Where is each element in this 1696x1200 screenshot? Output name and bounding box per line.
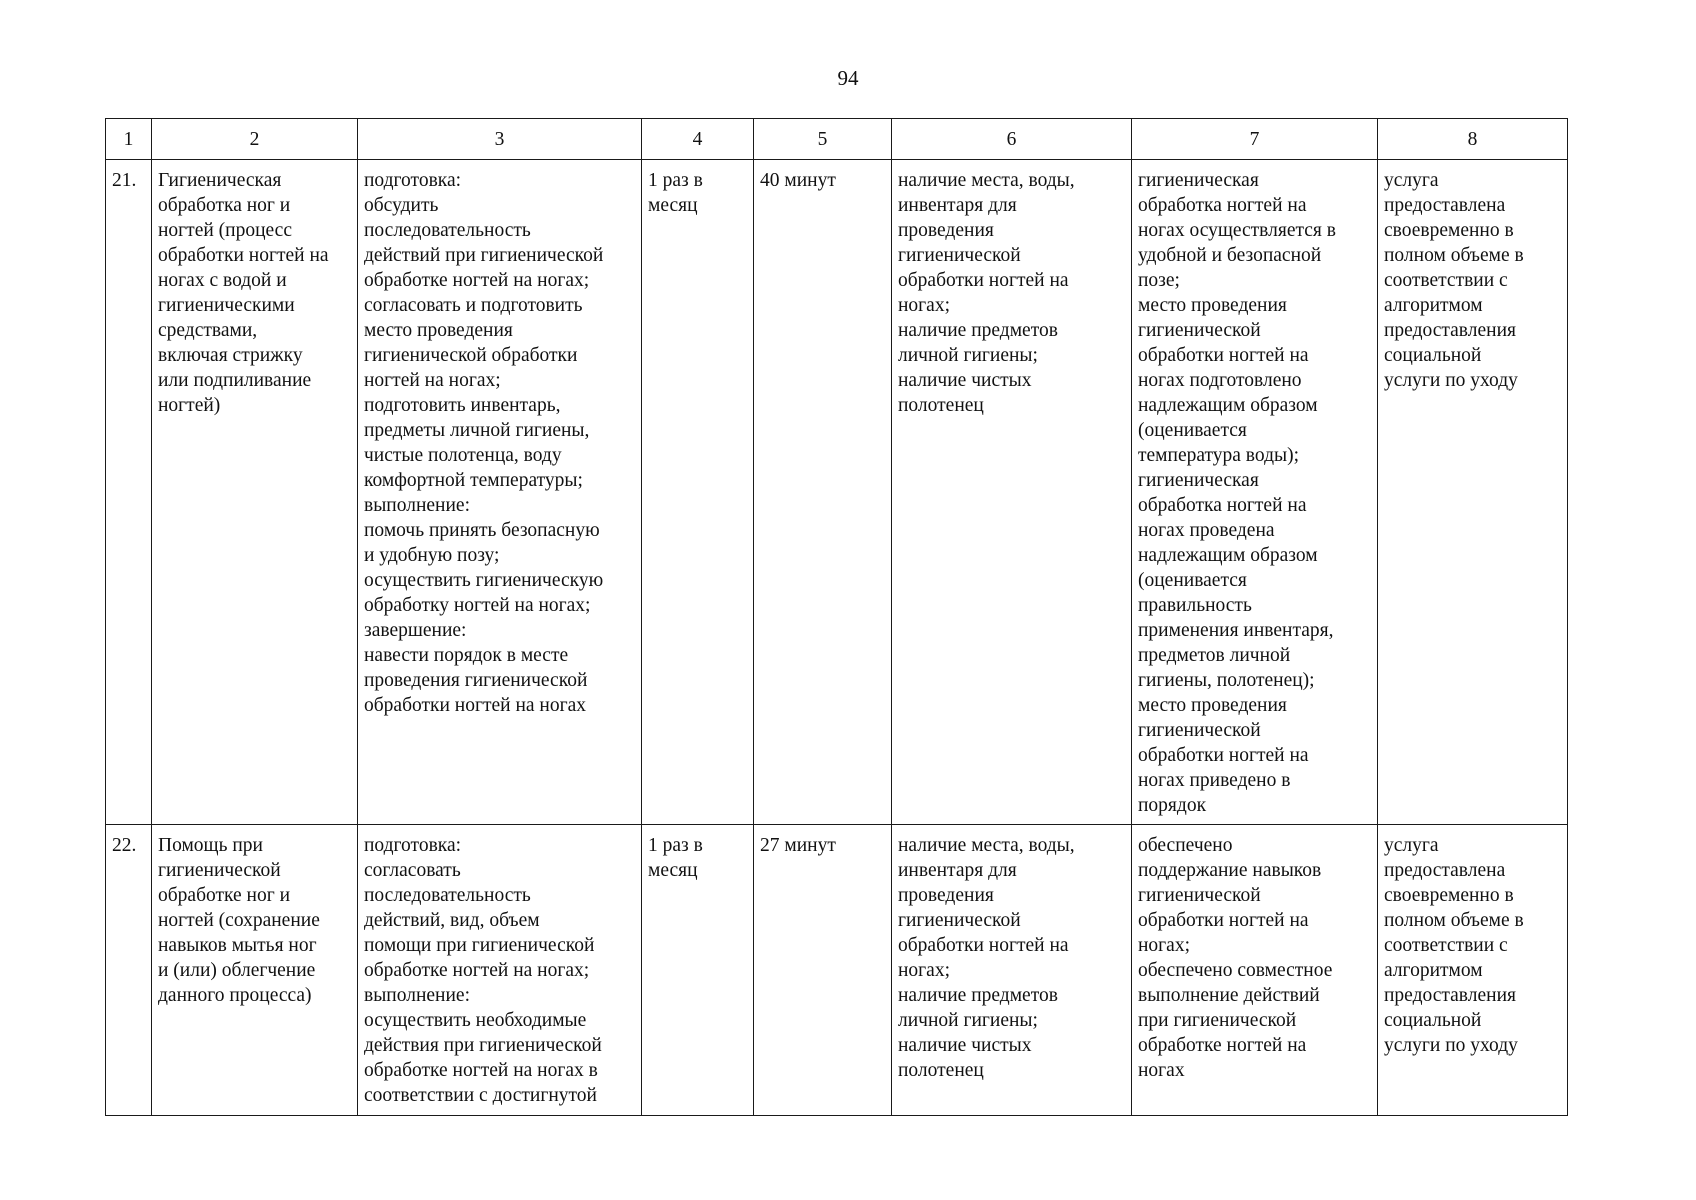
text-line: (оценивается bbox=[1138, 570, 1247, 591]
column-header-1: 1 bbox=[106, 119, 152, 160]
text-line: наличие чистых bbox=[898, 1035, 1032, 1056]
text-line: позе; bbox=[1138, 270, 1180, 291]
text-line: обработки ногтей на bbox=[898, 935, 1069, 956]
text-line: гигиенической bbox=[1138, 720, 1261, 741]
text-line: предоставлена bbox=[1384, 860, 1506, 881]
column-header-5: 5 bbox=[754, 119, 892, 160]
text-line: проведения bbox=[898, 885, 994, 906]
text-line: выполнение: bbox=[364, 985, 471, 1006]
text-line: предметов личной bbox=[1138, 645, 1291, 666]
text-line: обработка ног и bbox=[158, 195, 291, 216]
text-line: социальной bbox=[1384, 345, 1482, 366]
text-line: полотенец bbox=[898, 1060, 984, 1081]
text-line: наличие предметов bbox=[898, 320, 1058, 341]
text-line: и удобную позу; bbox=[364, 545, 500, 566]
quality-indicators-cell bbox=[1132, 825, 1378, 1116]
text-line: инвентаря для bbox=[898, 860, 1017, 881]
text-line: полном объеме в bbox=[1384, 910, 1524, 931]
text-line: проведения bbox=[898, 220, 994, 241]
text-line: ногах подготовлено bbox=[1138, 370, 1302, 391]
text-line: соответствии с bbox=[1384, 270, 1508, 291]
text-line: применения инвентаря, bbox=[1138, 620, 1334, 641]
text-line: последовательность bbox=[364, 885, 531, 906]
text-line: гигиеническими bbox=[158, 295, 295, 316]
text-line: гигиенической bbox=[1138, 320, 1261, 341]
text-line: услуга bbox=[1384, 835, 1439, 856]
conditions-cell bbox=[892, 825, 1132, 1116]
text-line: обработки ногтей на bbox=[158, 245, 329, 266]
text-line: личной гигиены; bbox=[898, 345, 1038, 366]
text-line: ногтей) bbox=[158, 395, 221, 416]
text-line: навести порядок в месте bbox=[364, 645, 569, 666]
service-name-cell bbox=[152, 825, 358, 1116]
text-line: ногах; bbox=[1138, 935, 1191, 956]
text-line: соответствии с достигнутой bbox=[364, 1085, 597, 1106]
text-line: Помощь при bbox=[158, 835, 263, 856]
text-line: порядок bbox=[1138, 795, 1207, 816]
text-line: гигиенической обработки bbox=[364, 345, 578, 366]
column-header-2: 2 bbox=[152, 119, 358, 160]
text-line: полном объеме в bbox=[1384, 245, 1524, 266]
text-line: правильность bbox=[1138, 595, 1252, 616]
column-header-6: 6 bbox=[892, 119, 1132, 160]
text-line: проведения гигиенической bbox=[364, 670, 588, 691]
text-line: инвентаря для bbox=[898, 195, 1017, 216]
text-line: предоставления bbox=[1384, 320, 1516, 341]
text-line: гигиеническая bbox=[1138, 470, 1259, 491]
text-line: место проведения bbox=[1138, 295, 1287, 316]
text-line: обработка ногтей на bbox=[1138, 495, 1307, 516]
service-name-cell bbox=[152, 160, 358, 825]
text-line: при гигиенической bbox=[1138, 1010, 1297, 1031]
text-line: ногтей (процесс bbox=[158, 220, 292, 241]
service-content-cell bbox=[358, 825, 642, 1116]
text-line: навыков мытья ног bbox=[158, 935, 317, 956]
text-line: личной гигиены; bbox=[898, 1010, 1038, 1031]
text-line: обеспечено bbox=[1138, 835, 1233, 856]
text-line: помочь принять безопасную bbox=[364, 520, 600, 541]
text-line: гигиеническая bbox=[1138, 170, 1259, 191]
text-line: подготовка: bbox=[364, 170, 462, 191]
text-line: 1 раз в bbox=[648, 170, 703, 191]
text-line: услуга bbox=[1384, 170, 1439, 191]
text-line: поддержание навыков bbox=[1138, 860, 1322, 881]
evaluation-cell bbox=[1378, 825, 1568, 1116]
text-line: согласовать и подготовить bbox=[364, 295, 583, 316]
text-line: обработке ногтей на ногах; bbox=[364, 960, 590, 981]
text-line: социальной bbox=[1384, 1010, 1482, 1031]
text-line: ногах приведено в bbox=[1138, 770, 1291, 791]
text-line: предоставлена bbox=[1384, 195, 1506, 216]
text-line: выполнение действий bbox=[1138, 985, 1320, 1006]
column-header-3: 3 bbox=[358, 119, 642, 160]
duration-cell: 27 минут bbox=[754, 825, 892, 1116]
text-line: ногах с водой и bbox=[158, 270, 287, 291]
text-line: обработки ногтей на bbox=[1138, 745, 1309, 766]
text-line: предоставления bbox=[1384, 985, 1516, 1006]
text-line: ногах осуществляется в bbox=[1138, 220, 1336, 241]
text-line: действия при гигиенической bbox=[364, 1035, 602, 1056]
text-line: обработку ногтей на ногах; bbox=[364, 595, 591, 616]
text-line: обработке ног и bbox=[158, 885, 291, 906]
text-line: Гигиеническая bbox=[158, 170, 282, 191]
row-number-cell: 22. bbox=[106, 825, 152, 1116]
text-line: ногтей на ногах; bbox=[364, 370, 501, 391]
text-line: обработки ногтей на bbox=[1138, 345, 1309, 366]
text-line: соответствии с bbox=[1384, 935, 1508, 956]
conditions-cell bbox=[892, 160, 1132, 825]
text-line: действий, вид, объем bbox=[364, 910, 540, 931]
text-line: полотенец bbox=[898, 395, 984, 416]
column-header-4: 4 bbox=[642, 119, 754, 160]
text-line: выполнение: bbox=[364, 495, 471, 516]
text-line: обсудить bbox=[364, 195, 439, 216]
text-line: температура воды); bbox=[1138, 445, 1299, 466]
text-line: средствами, bbox=[158, 320, 258, 341]
text-line: гигиенической bbox=[898, 245, 1021, 266]
text-line: гигиенической bbox=[158, 860, 281, 881]
text-line: место проведения bbox=[364, 320, 513, 341]
text-line: своевременно в bbox=[1384, 220, 1514, 241]
text-line: ногах; bbox=[898, 295, 951, 316]
text-line: наличие чистых bbox=[898, 370, 1032, 391]
text-line: ногах bbox=[1138, 1060, 1185, 1081]
text-line: гигиенической bbox=[898, 910, 1021, 931]
table-row bbox=[106, 825, 1568, 1116]
text-line: завершение: bbox=[364, 620, 467, 641]
table-header-row bbox=[106, 119, 1568, 160]
evaluation-cell bbox=[1378, 160, 1568, 825]
frequency-cell bbox=[642, 825, 754, 1116]
text-line: помощи при гигиенической bbox=[364, 935, 595, 956]
text-line: или подпиливание bbox=[158, 370, 312, 391]
text-line: подготовить инвентарь, bbox=[364, 395, 561, 416]
text-line: гигиены, полотенец); bbox=[1138, 670, 1315, 691]
text-line: обработке ногтей на ногах; bbox=[364, 270, 590, 291]
text-line: месяц bbox=[648, 195, 698, 216]
frequency-cell bbox=[642, 160, 754, 825]
text-line: (оценивается bbox=[1138, 420, 1247, 441]
text-line: обработка ногтей на bbox=[1138, 195, 1307, 216]
text-line: 1 раз в bbox=[648, 835, 703, 856]
text-line: обработке ногтей на ногах в bbox=[364, 1060, 598, 1081]
text-line: алгоритмом bbox=[1384, 960, 1483, 981]
text-line: ногах проведена bbox=[1138, 520, 1275, 541]
row-number-cell: 21. bbox=[106, 160, 152, 825]
text-line: согласовать bbox=[364, 860, 461, 881]
text-line: подготовка: bbox=[364, 835, 462, 856]
text-line: наличие места, воды, bbox=[898, 835, 1075, 856]
text-line: услуги по уходу bbox=[1384, 1035, 1518, 1056]
page-number: 94 bbox=[837, 66, 859, 90]
text-line: надлежащим образом bbox=[1138, 395, 1318, 416]
text-line: наличие предметов bbox=[898, 985, 1058, 1006]
service-content-cell bbox=[358, 160, 642, 825]
text-line: данного процесса) bbox=[158, 985, 312, 1006]
text-line: наличие места, воды, bbox=[898, 170, 1075, 191]
text-line: надлежащим образом bbox=[1138, 545, 1318, 566]
text-line: комфортной температуры; bbox=[364, 470, 583, 491]
text-line: гигиенической bbox=[1138, 885, 1261, 906]
text-line: обработки ногтей на bbox=[1138, 910, 1309, 931]
quality-indicators-cell bbox=[1132, 160, 1378, 825]
text-line: предметы личной гигиены, bbox=[364, 420, 590, 441]
column-header-7: 7 bbox=[1132, 119, 1378, 160]
text-line: чистые полотенца, воду bbox=[364, 445, 562, 466]
text-line: обработке ногтей на bbox=[1138, 1035, 1307, 1056]
text-line: обработки ногтей на ногах bbox=[364, 695, 587, 716]
text-line: действий при гигиенической bbox=[364, 245, 604, 266]
duration-cell: 40 минут bbox=[754, 160, 892, 825]
text-line: услуги по уходу bbox=[1384, 370, 1518, 391]
text-line: включая стрижку bbox=[158, 345, 303, 366]
column-header-8: 8 bbox=[1378, 119, 1568, 160]
table-row bbox=[106, 160, 1568, 825]
text-line: ногтей (сохранение bbox=[158, 910, 320, 931]
text-line: обработки ногтей на bbox=[898, 270, 1069, 291]
text-line: своевременно в bbox=[1384, 885, 1514, 906]
text-line: ногах; bbox=[898, 960, 951, 981]
text-line: месяц bbox=[648, 860, 698, 881]
text-line: место проведения bbox=[1138, 695, 1287, 716]
text-line: обеспечено совместное bbox=[1138, 960, 1333, 981]
text-line: алгоритмом bbox=[1384, 295, 1483, 316]
text-line: осуществить необходимые bbox=[364, 1010, 587, 1031]
text-line: последовательность bbox=[364, 220, 531, 241]
services-table bbox=[105, 118, 1568, 1116]
text-line: осуществить гигиеническую bbox=[364, 570, 604, 591]
text-line: удобной и безопасной bbox=[1138, 245, 1322, 266]
text-line: и (или) облегчение bbox=[158, 960, 316, 981]
